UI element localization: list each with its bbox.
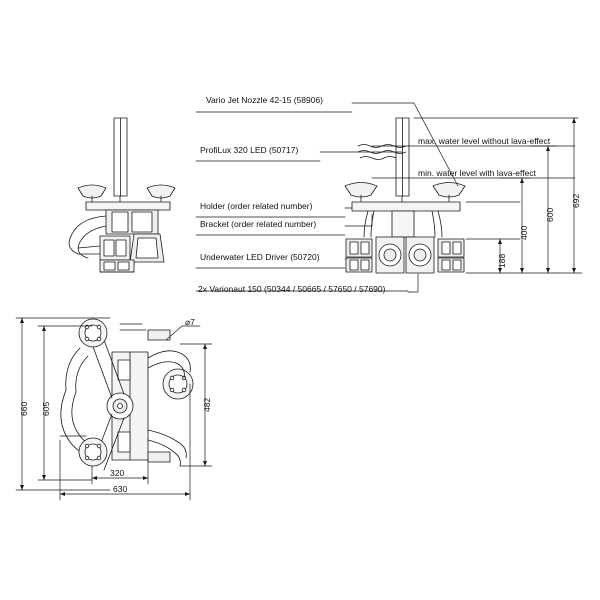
dim-400: 400 <box>519 225 529 240</box>
callout-holder: Holder (order related number) <box>200 201 313 211</box>
left-assembly <box>69 118 175 272</box>
callout-bracket: Bracket (order related number) <box>200 219 317 229</box>
label-min-water-level: min. water level with lava-effect <box>418 168 536 178</box>
top-view <box>60 319 193 470</box>
callout-profilux-320-led: ProfiLux 320 LED (50717) <box>200 145 299 155</box>
callout-vario-jet-nozzle: Vario Jet Nozzle 42-15 (58906) <box>206 95 324 105</box>
callout-underwater-led-driver: Underwater LED Driver (50720) <box>200 252 320 262</box>
dim-188: 188 <box>497 253 507 268</box>
dim-diameter-value: 7 <box>190 317 195 327</box>
dim-660: 660 <box>19 401 29 416</box>
dim-600: 600 <box>545 207 555 222</box>
dim-320: 320 <box>110 468 125 478</box>
dim-692: 692 <box>571 193 581 208</box>
dim-605: 605 <box>41 401 51 416</box>
dim-482: 482 <box>202 397 212 412</box>
dim-diameter-7 <box>185 317 195 328</box>
callout-varionaut: 2x Varionaut 150 (50344 / 50665 / 57650 / 57690) <box>198 284 386 294</box>
diameter-symbol: ⌀ <box>185 317 191 327</box>
label-max-water-level: max. water level without lava-effect <box>418 136 551 146</box>
dim-630: 630 <box>113 484 128 494</box>
